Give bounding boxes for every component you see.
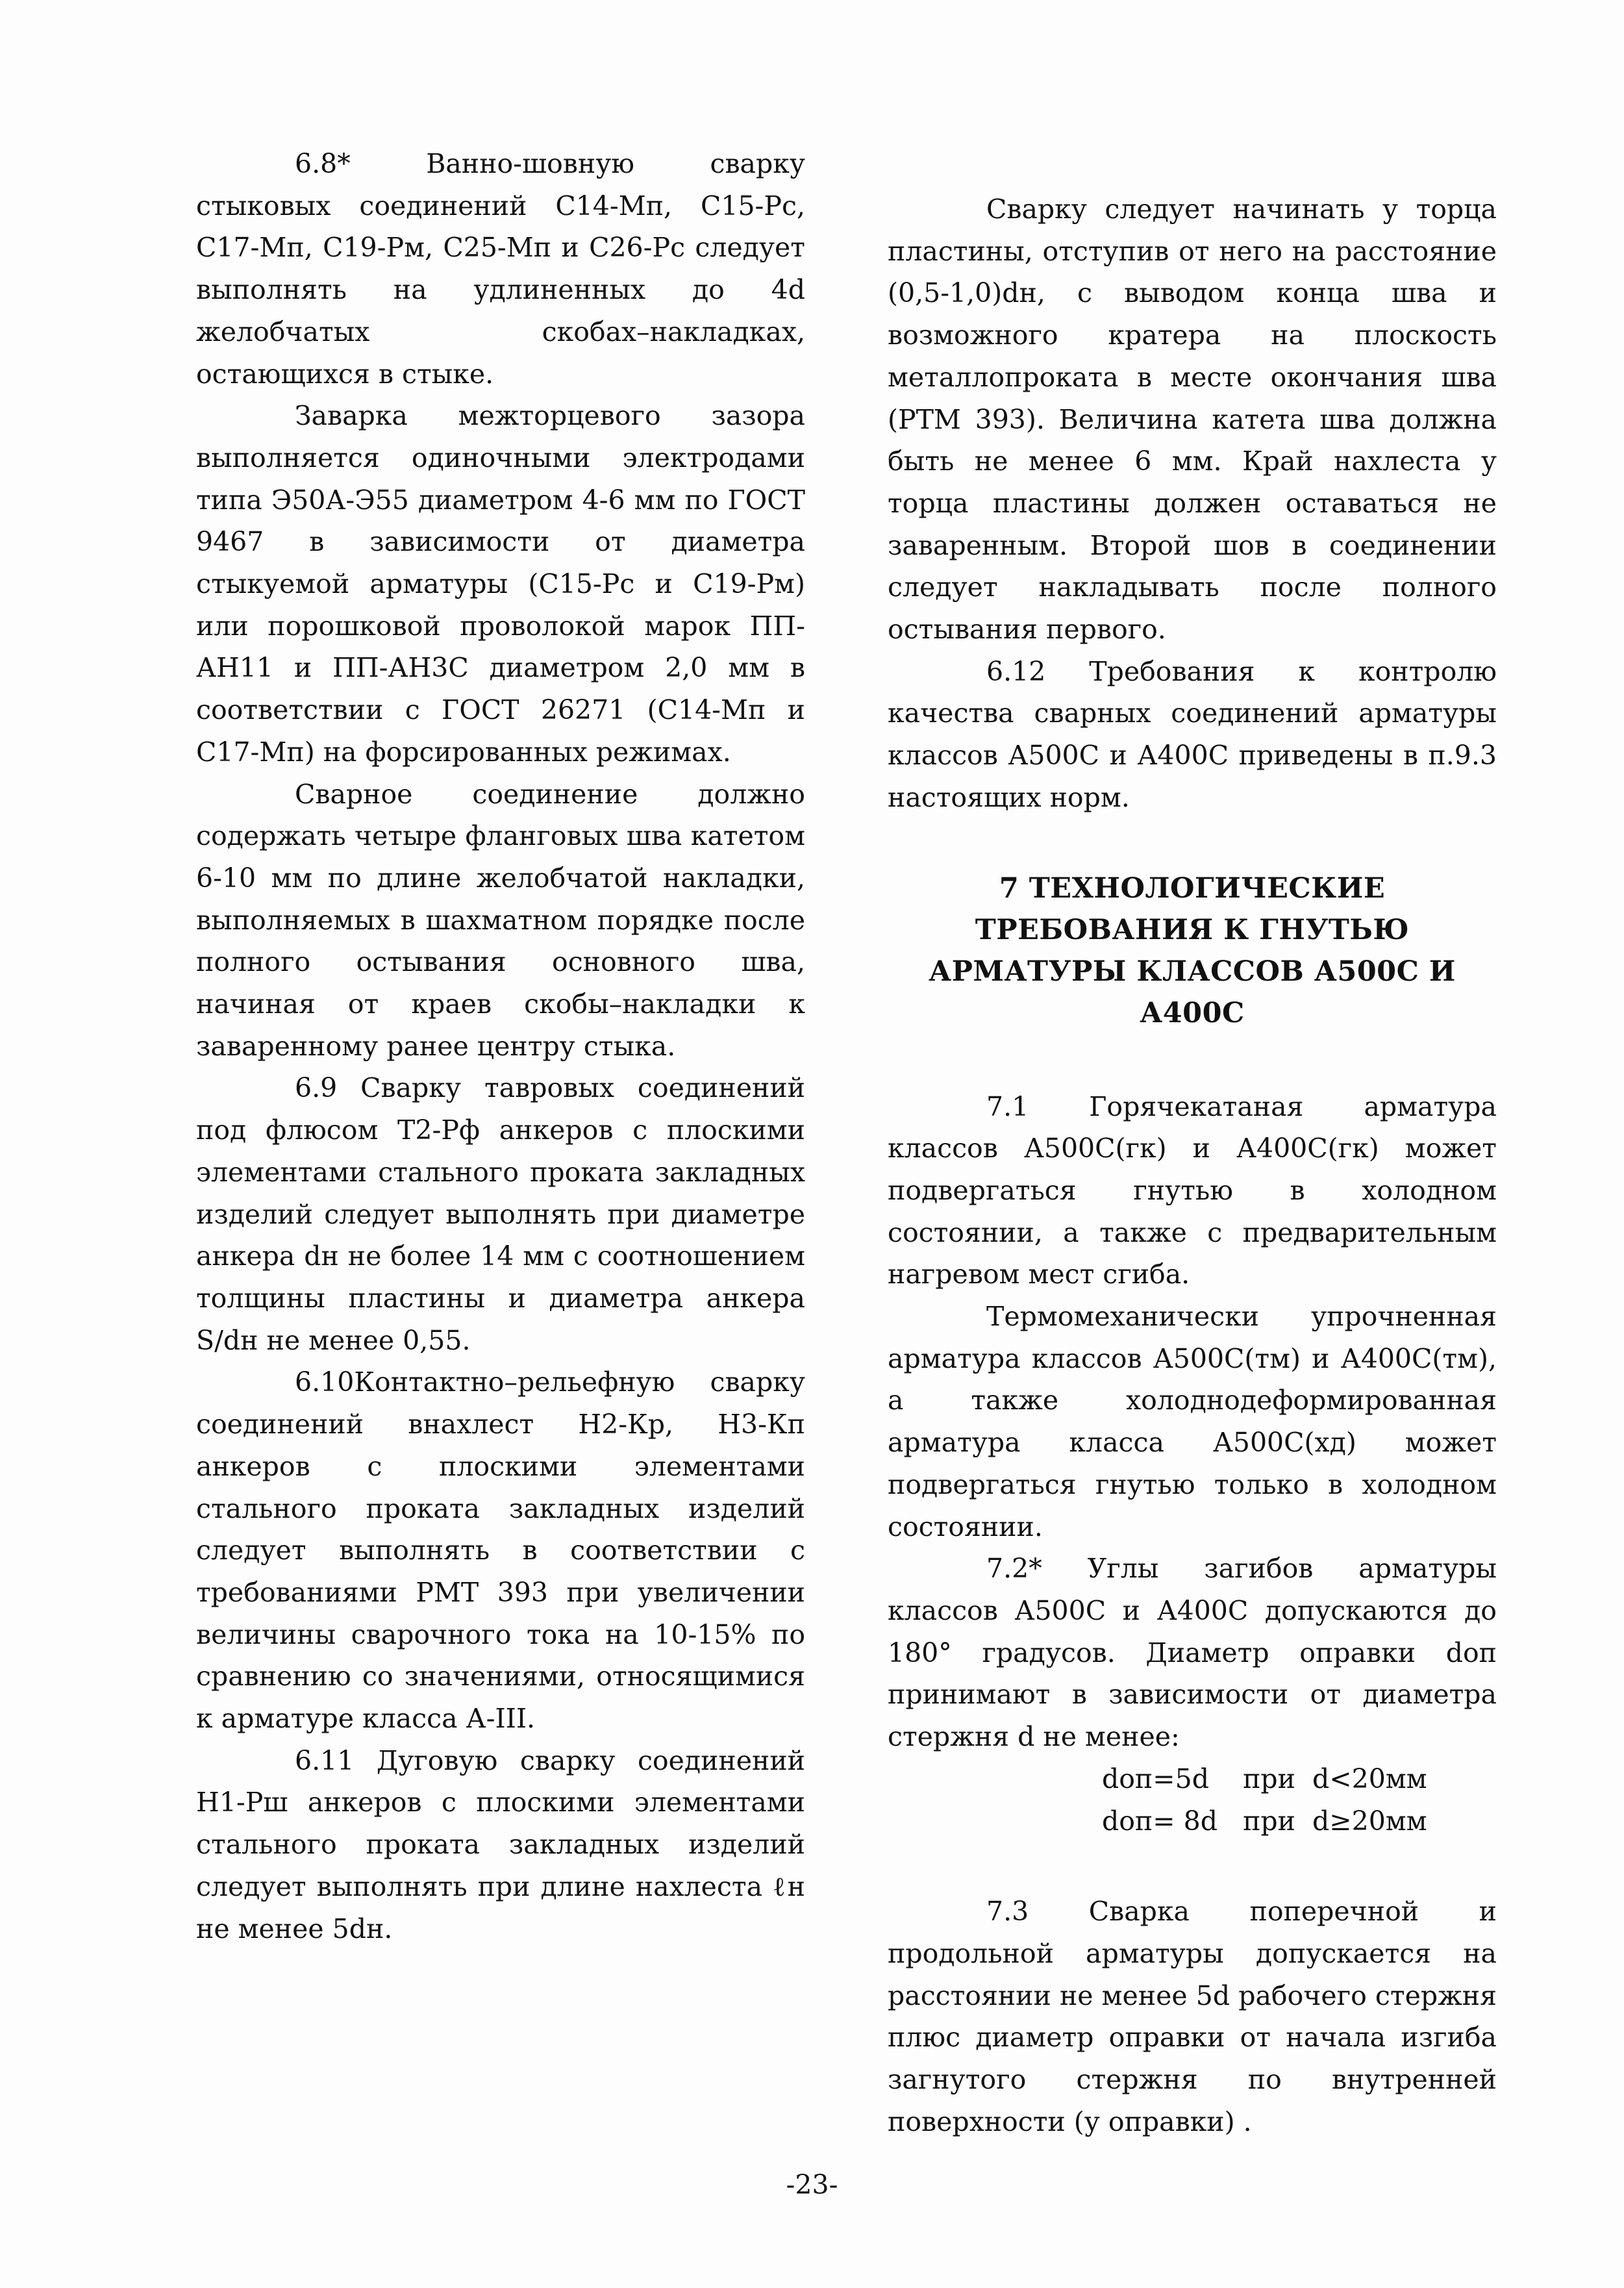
paragraph-6-9: 6.9 Сварку тавровых соединений под флюсом Т2-Рф анкеров с плоскими элементами стального проката закладных изделий следует выполнять при диаметре анкера dн не более 14 мм с соотношением толщины пластины и диаметра анкера S/dн не менее 0,55. (196, 1072, 805, 1356)
right-column (888, 188, 1497, 2143)
paragraph-6-10: 6.10Контактно–рельефную сварку соединений внахлест Н2-Кр, Н3-Кп анкеров с плоскими элементами стального проката закладных изделий следует выполнять в соответствии с требованиями РМТ 393 при увеличении величины сварочного тока на 10-15% по сравнению со значениями, относящимися к арматуре класса А-III. (196, 1366, 805, 1735)
paragraph-6-11: 6.11 Дуговую сварку соединений Н1-Рш анкеров с плоскими элементами стального проката закладных изделий следует выполнять при длине нахлеста ℓн не менее 5dн. (196, 1744, 805, 1944)
page-number: -23- (786, 2169, 838, 2200)
paragraph-7-3: 7.3 Сварка поперечной и продольной арматуры допускается на расстоянии не менее 5d рабочего стержня плюс диаметр оправки от начала изгиба загнутого стержня по внутренней поверхности (у оправки) . (888, 1896, 1497, 2137)
paragraph-weld-start: Сварку следует начинать у торца пластины, отступив от него на расстояние (0,5-1,0)dн, с выводом конца шва и возможного кратера на плоскость металлопроката в месте окончания шва (РТМ 393). Величина катета шва должна быть не менее 6 мм. Край нахлеста у торца пластины должен оставаться не заваренным. Второй шов в соединении следует накладывать после полного остывания первого. (888, 194, 1497, 646)
paragraph-7-2: 7.2* Углы загибов арматуры классов А500С и А400С допускаются до 180° градусов. Диаметр оправки dоп принимают в зависимости от диаметра стержня d не менее: (888, 1553, 1497, 1753)
paragraph-7-1: 7.1 Горячекатаная арматура классов А500С(гк) и А400С(гк) может подвергаться гнутью в холодном состоянии, а также с предварительным нагревом мест сгиба. (888, 1090, 1497, 1290)
formula-small-diameter: dоп=5d при d<20мм (1102, 1763, 1427, 1794)
paragraph-6-12: 6.12 Требования к контролю качества сварных соединений арматуры классов А500С и А400С приведены в п.9.3 настоящих норм. (888, 655, 1497, 813)
formula-large-diameter: dоп= 8d при d≥20мм (1102, 1805, 1427, 1837)
paragraph-gap-welding: Заварка межторцевого зазора выполняется одиночными электродами типа Э50А-Э55 диаметром 4-6 мм по ГОСТ 9467 в зависимости от диаметра стыкуемой арматуры (С15-Рс и С19-Рм) или порошковой проволокой марок ПП-АН11 и ПП-АН3С диаметром 2,0 мм в соответствии с ГОСТ 26271 (С14-Мп и С17-Мп) на форсированных режимах. (196, 400, 805, 768)
paragraph-6-8: 6.8* Ванно-шовную сварку стыковых соединений С14-Мп, С15-Рс, С17-Мп, С19-Рм, С25-Мп и С26-Рс следует выполнять на удлиненных до 4d желобчатых скобах–накладках, остающихся в стыке. (196, 148, 805, 390)
paragraph-thermo-hardened: Термомеханически упрочненная арматура классов А500С(тм) и А400С(тм), а также холоднодеформированная арматура класса А500С(хд) может подвергаться гнутью только в холодном состоянии. (888, 1301, 1497, 1542)
paragraph-weld-joint: Сварное соединение должно содержать четыре фланговых шва катетом 6-10 мм по длине желобчатой накладки, выполняемых в шахматном порядке после полного остывания основного шва, начиная от краев скобы–накладки к заваренному ранее центру стыка. (196, 778, 805, 1062)
left-column (196, 143, 805, 1950)
section-heading-7: 7 ТЕХНОЛОГИЧЕСКИЕ ТРЕБОВАНИЯ К ГНУТЬЮ АРМАТУРЫ КЛАССОВ А500С И А400С (929, 872, 1456, 1029)
